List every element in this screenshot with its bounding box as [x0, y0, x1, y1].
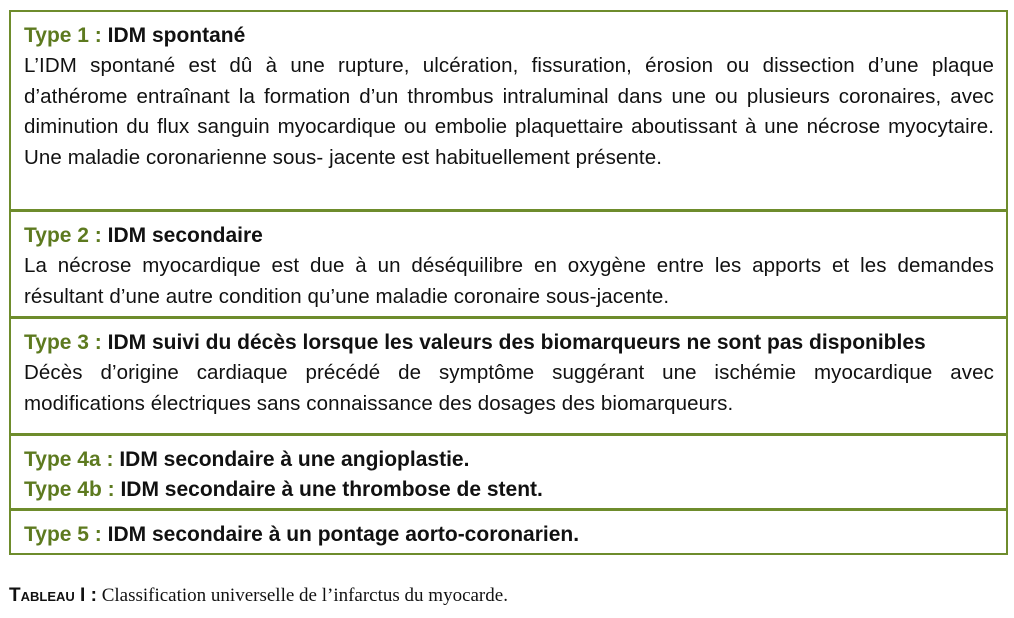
- row-title: IDM secondaire: [107, 224, 263, 247]
- type-label: Type 2 :: [24, 224, 102, 247]
- type-label: Type 4a :: [24, 448, 114, 471]
- type-label: Type 3 :: [24, 331, 102, 354]
- row-heading: [24, 221, 994, 251]
- classification-table: [9, 10, 1008, 555]
- row-title: IDM spontané: [107, 24, 246, 47]
- row-heading: [24, 21, 994, 51]
- caption-text: Classification universelle de l’infarctus du myocarde.: [101, 585, 508, 606]
- type-label: Type 1 :: [24, 24, 102, 47]
- type-label: Type 4b :: [24, 478, 115, 501]
- caption-label: Tableau I :: [9, 585, 97, 606]
- table-row-type-2: [11, 212, 1006, 319]
- row-description: La nécrose myocardique est due à un déséquilibre en oxygène entre les apports et les demandes résultant d’une autre condition qu’une maladie coronaire sous-jacente.: [24, 254, 994, 308]
- table-caption: [9, 585, 508, 607]
- row-heading-4a: [24, 445, 994, 475]
- row-heading-4b: [24, 475, 994, 505]
- row-description: L’IDM spontané est dû à une rupture, ulcération, fissuration, érosion ou dissection d’une plaque d’athérome entraînant la formation d’un thrombus intraluminal dans une ou plusieurs coronaires, avec diminution du flux sanguin myocardique ou embolie plaquettaire aboutissant à une nécrose myocytaire. Une maladie coronarienne sous- jacente est habituellement présente.: [24, 54, 994, 169]
- row-title: IDM suivi du décès lorsque les valeurs des biomarqueurs ne sont pas disponibles: [107, 331, 926, 354]
- table-row-type-4: [11, 436, 1006, 511]
- row-title: IDM secondaire à une angioplastie.: [119, 448, 470, 471]
- row-heading: [24, 520, 994, 550]
- type-label: Type 5 :: [24, 523, 102, 546]
- table-row-type-5: [11, 511, 1006, 554]
- row-description: Décès d’origine cardiaque précédé de symptôme suggérant une ischémie myocardique avec modifications électriques sans connaissance des dosages des biomarqueurs.: [24, 361, 994, 415]
- row-heading: [24, 328, 994, 358]
- table-row-type-3: [11, 319, 1006, 436]
- table-row-type-1: [11, 12, 1006, 212]
- row-title: IDM secondaire à un pontage aorto-coronarien.: [107, 523, 580, 546]
- row-title: IDM secondaire à une thrombose de stent.: [120, 478, 543, 501]
